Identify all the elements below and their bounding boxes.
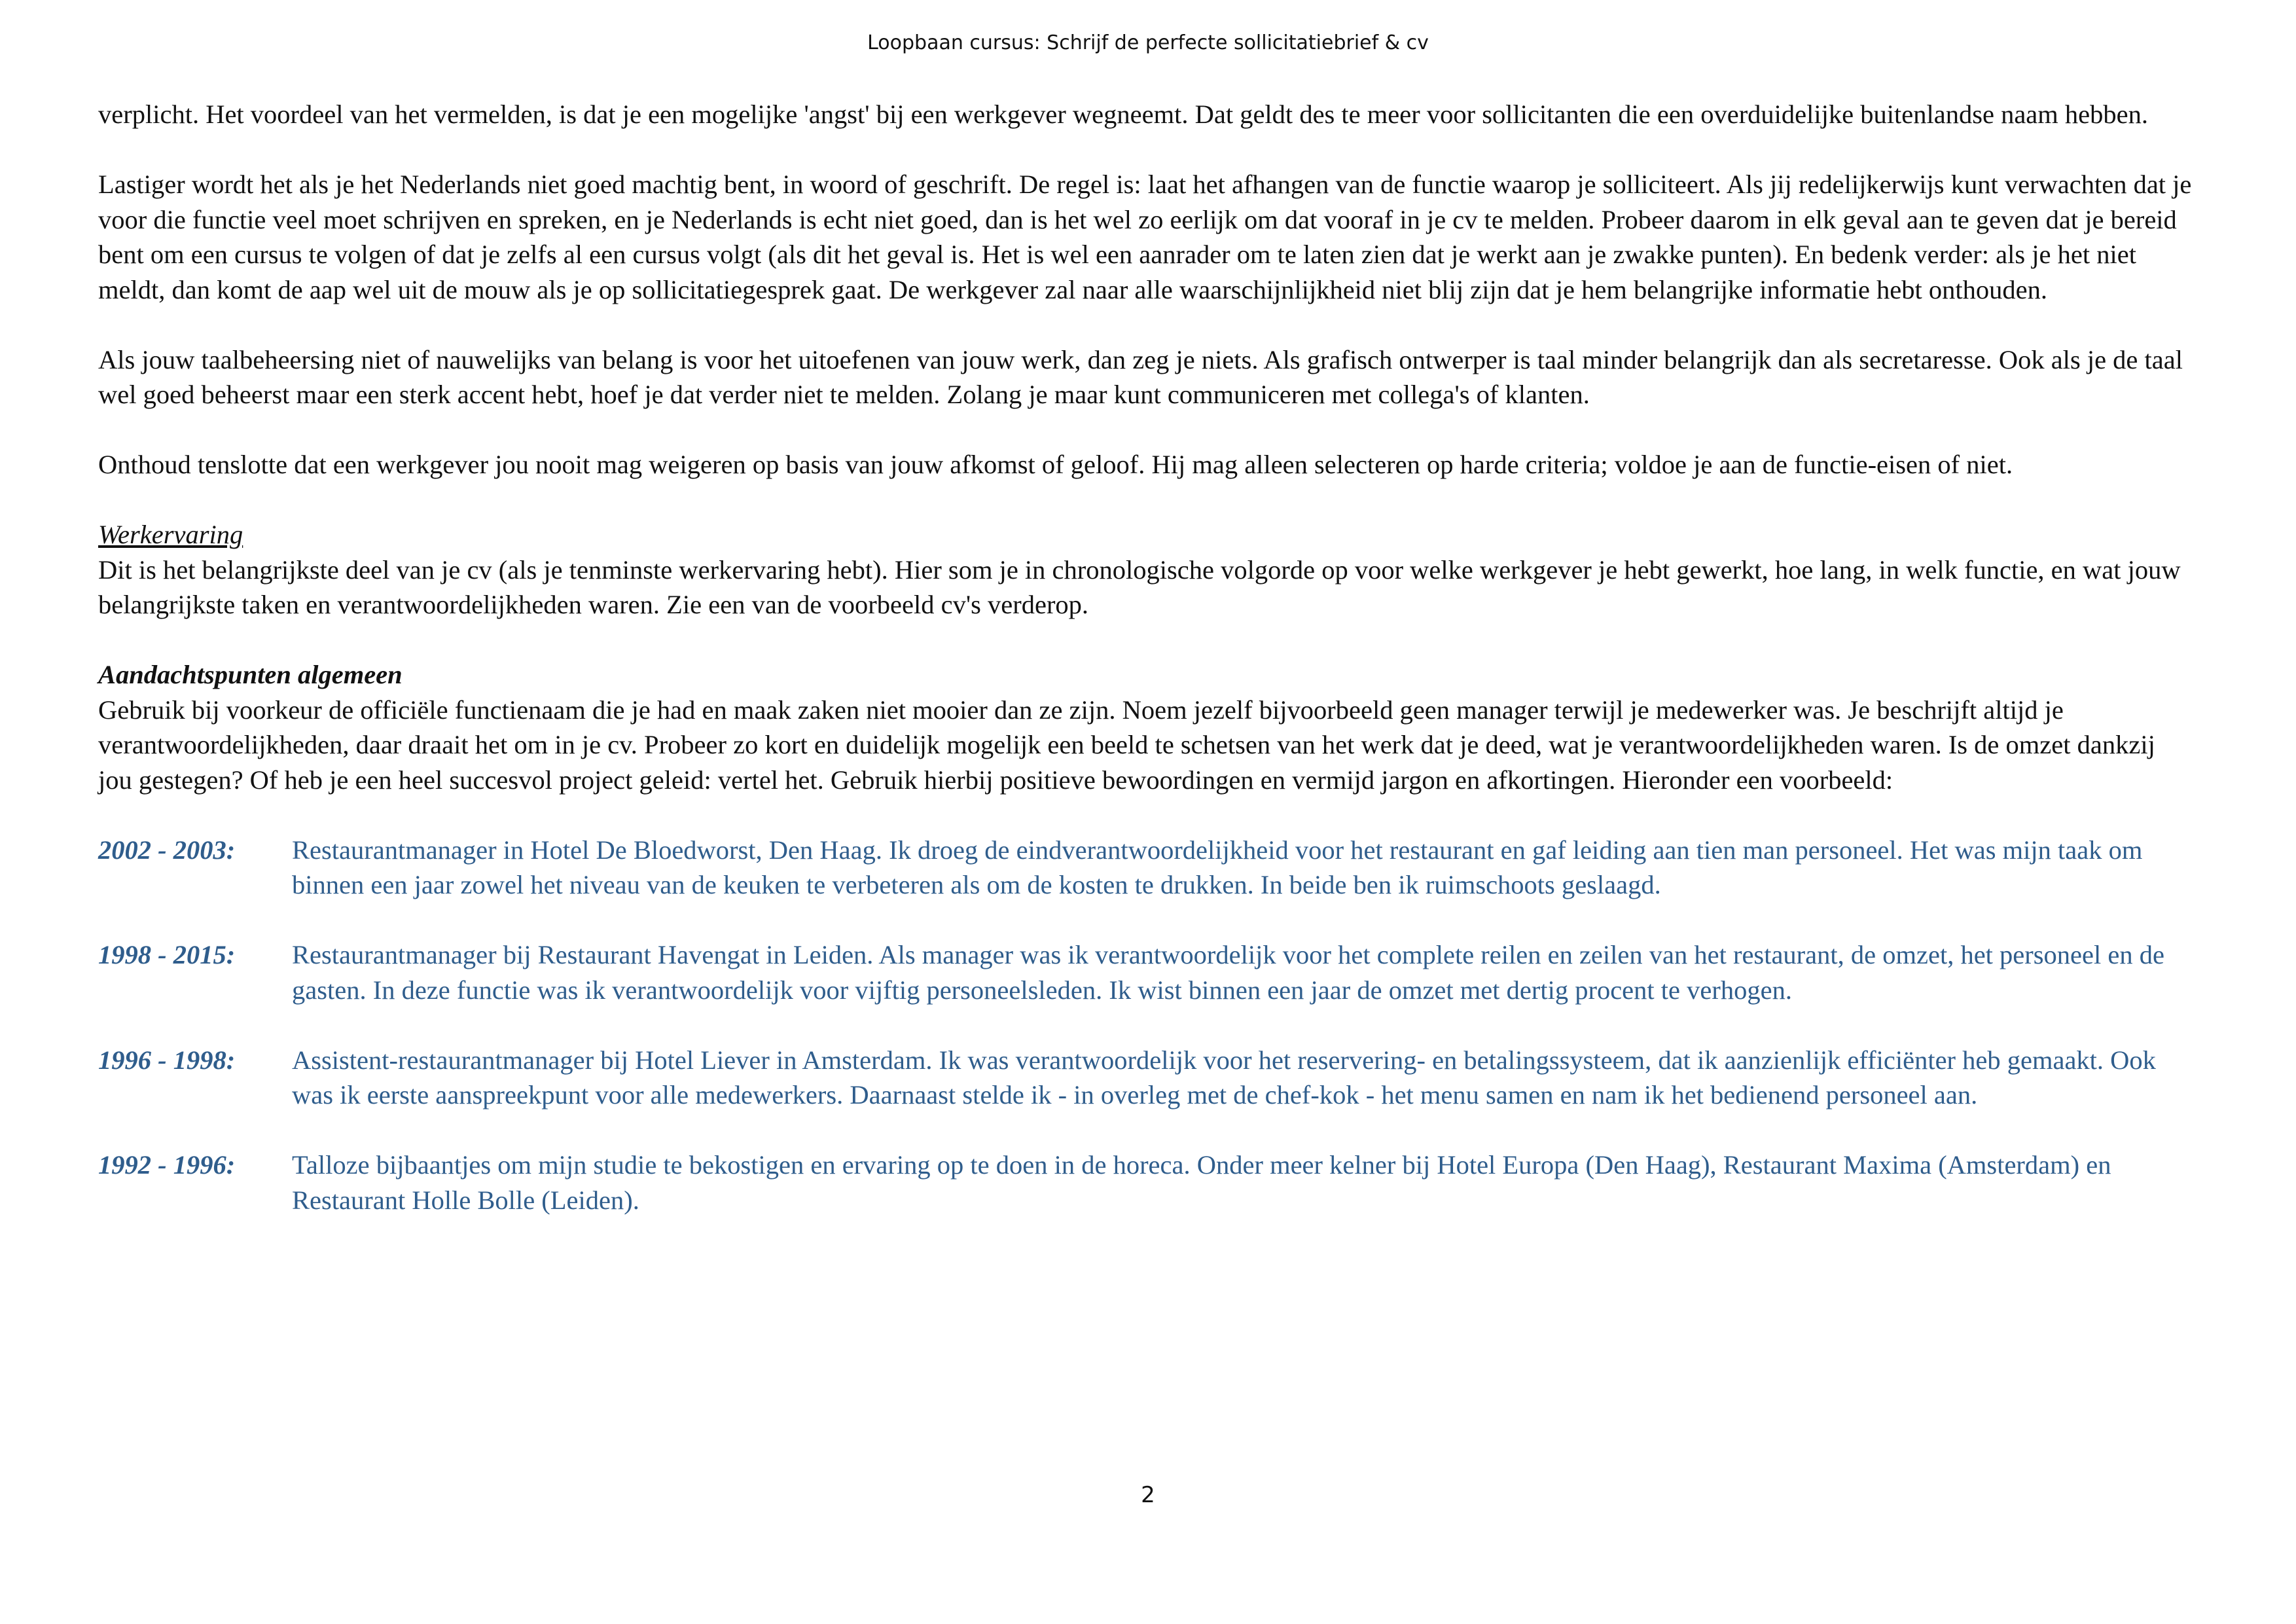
entry-description: Talloze bijbaantjes om mijn studie te bekostigen en ervaring op te doen in de horeca. Onder meer kelner bij Hotel Europa (Den Haag), Restaurant Maxima (Amsterdam) en Restaurant Holle Bolle (Leiden). [292, 1150, 2111, 1215]
aandachtspunten-heading: Aandachtspunten algemeen [98, 660, 403, 689]
paragraph-discrimination: Onthoud tenslotte dat een werkgever jou nooit mag weigeren op basis van jouw afkomst of geloof. Hij mag alleen selecteren op harde criteria; voldoe je aan de functie-eisen of niet. [98, 450, 2013, 479]
section-title-aandachtspunten [98, 657, 2193, 693]
entry-years: 1992 - 1996: [98, 1150, 236, 1180]
entry-description: Restaurantmanager bij Restaurant Havengat in Leiden. Als manager was ik verantwoordelijk voor het complete reilen en zeilen van het restaurant, de omzet, het personeel en de gasten. In deze functie was ik verantwoordelijk voor vijftig personeelsleden. Ik wist binnen een jaar de omzet met dertig procent te verhogen. [292, 940, 2164, 1005]
paragraph-werkervaring: Dit is het belangrijkste deel van je cv (als je tenminste werkervaring hebt). Hier som je in chronologische volgorde op voor welke werkgever je hebt gewerkt, hoe lang, in welk functie, en wat jouw belangrijkste taken en verantwoordelijkheden waren. Zie een van de voorbeeld cv's verderop. [98, 554, 2181, 619]
entry-description: Restaurantmanager in Hotel De Bloedworst, Den Haag. Ik droeg de eindverantwoordelijkheid voor het restaurant en gaf leiding aan tien man personeel. Het was mijn taak om binnen een jaar zowel het niveau van de keuken te verbeteren als om de kosten te drukken. In beide ben ik ruimschoots geslaagd. [292, 835, 2143, 899]
page-content [98, 97, 2193, 1253]
work-experience-entry [98, 937, 2193, 1007]
page-number: 2 [1141, 1482, 1155, 1508]
paragraph-aandachtspunten: Gebruik bij voorkeur de officiële functienaam die je had en maak zaken niet mooier dan ze zijn. Noem jezelf bijvoorbeeld geen manager terwijl je medewerker was. Je beschrijft altijd je verantwoordelijkheden, daar draait het om in je cv. Probeer zo kort en duidelijk mogelijk een beeld te schetsen van het werk dat je deed, wat je verantwoordelijkheden waren. Is de omzet dankzij jou gestegen? Of heb je een heel succesvol project geleid: vertel het. Gebruik hierbij positieve bewoordingen en vermijd jargon en afkortingen. Hieronder een voorbeeld: [98, 695, 2155, 795]
paragraph-language: Lastiger wordt het als je het Nederlands niet goed machtig bent, in woord of geschrift. De regel is: laat het afhangen van de functie waarop je solliciteert. Als jij redelijkerwijs kunt verwachten dat je voor die functie veel moet schrijven en spreken, en je Nederlands is echt niet goed, dan is het wel zo eerlijk om dat vooraf in je cv te melden. Probeer daarom in elk geval aan te geven dat je bereid bent om een cursus te volgen of dat je zelfs al een cursus volgt (als dit het geval is. Het is wel een aanrader om te laten zien dat je werkt aan je zwakke punten). En bedenk verder: als je het niet meldt, dan komt de aap wel uit de mouw als je op sollicitatiegesprek gaat. De werkgever zal naar alle waarschijnlijkheid niet blij zijn dat je hem belangrijke informatie hebt onthouden. [98, 170, 2192, 304]
entry-description: Assistent-restaurantmanager bij Hotel Liever in Amsterdam. Ik was verantwoordelijk voor het reservering- en betalingssysteem, dat ik aanzienlijk efficiënter heb gemaakt. Ook was ik eerste aanspreekpunt voor alle medewerkers. Daarnaast stelde ik - in overleg met de chef-kok - het menu samen en nam ik het bedienend personeel aan. [292, 1045, 2156, 1110]
entry-years: 2002 - 2003: [98, 835, 236, 865]
work-experience-entry [98, 1147, 2193, 1218]
entry-years: 1998 - 2015: [98, 940, 236, 969]
paragraph-intro: verplicht. Het voordeel van het vermelden, is dat je een mogelijke 'angst' bij een werkgever wegneemt. Dat geldt des te meer voor sollicitanten die een overduidelijke buitenlandse naam hebben. [98, 99, 2148, 129]
work-experience-list [98, 833, 2193, 1218]
work-experience-entry [98, 833, 2193, 903]
page-header: Loopbaan cursus: Schrijf de perfecte sollicitatiebrief & cv [867, 31, 1429, 54]
werkervaring-heading: Werkervaring [98, 520, 243, 549]
entry-years: 1996 - 1998: [98, 1045, 236, 1075]
paragraph-language-relevance: Als jouw taalbeheersing niet of nauwelijks van belang is voor het uitoefenen van jouw werk, dan zeg je niets. Als grafisch ontwerper is taal minder belangrijk dan als secretaresse. Ook als je de taal wel goed beheerst maar een sterk accent hebt, hoef je dat verder niet te melden. Zolang je maar kunt communiceren met collega's of klanten. [98, 344, 2183, 409]
section-title-werkervaring [98, 517, 2193, 552]
work-experience-entry [98, 1043, 2193, 1113]
